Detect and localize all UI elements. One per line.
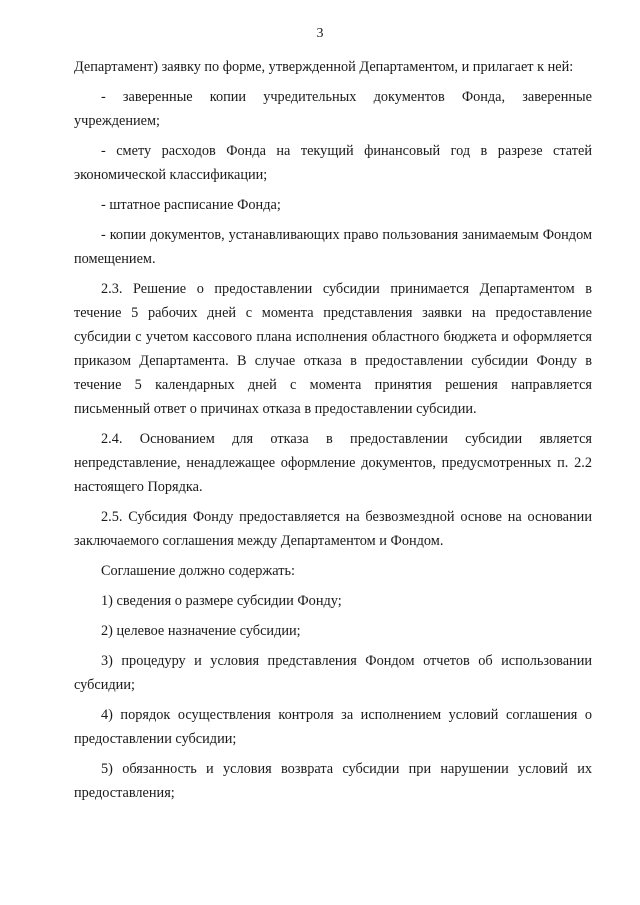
paragraph-clause-2-5: 2.5. Субсидия Фонду предоставляется на безвозмездной основе на основании заключаемого соглашения между Департаментом и Фондом. (74, 509, 592, 549)
paragraph-numbered-item: 4) порядок осуществления контроля за исполнением условий соглашения о предоставлении субсидии; (74, 707, 592, 747)
paragraph-numbered-item: 5) обязанность и условия возврата субсидии при нарушении условий их предоставления; (74, 761, 592, 801)
paragraph-list-item: - копии документов, устанавливающих право пользования занимаемым Фондом помещением. (74, 227, 592, 267)
paragraph-intro: Департамент) заявку по форме, утвержденной Департаментом, и прилагает к ней: (74, 59, 574, 75)
paragraph-clause-2-3: 2.3. Решение о предоставлении субсидии принимается Департаментом в течение 5 рабочих дней с момента представления заявки на предоставление субсидии с учетом кассового плана исполнения областного бюджета и оформляется приказом Департамента. В случае отказа в предоставлении субсидии Фонду в течение 5 календарных дней с момента принятия решения направляется письменный ответ о причинах отказа в предоставлении субсидии. (74, 281, 592, 417)
paragraph-numbered-item: 2) целевое назначение субсидии; (101, 623, 301, 639)
paragraph-agreement-heading: Соглашение должно содержать: (101, 563, 295, 579)
page-number: 3 (316, 26, 324, 41)
paragraph-clause-2-4: 2.4. Основанием для отказа в предоставлении субсидии является непредставление, ненадлежащее оформление документов, предусмотренных п. 2.2 настоящего Порядка. (74, 431, 592, 495)
paragraph-numbered-item: 3) процедуру и условия представления Фондом отчетов об использовании субсидии; (74, 653, 592, 693)
paragraph-list-item: - заверенные копии учредительных документов Фонда, заверенные учреждением; (74, 89, 592, 129)
paragraph-list-item: - смету расходов Фонда на текущий финансовый год в разрезе статей экономической классификации; (74, 143, 592, 183)
paragraph-numbered-item: 1) сведения о размере субсидии Фонду; (101, 593, 342, 609)
document-body (74, 55, 592, 805)
paragraph-list-item: - штатное расписание Фонда; (101, 197, 281, 213)
